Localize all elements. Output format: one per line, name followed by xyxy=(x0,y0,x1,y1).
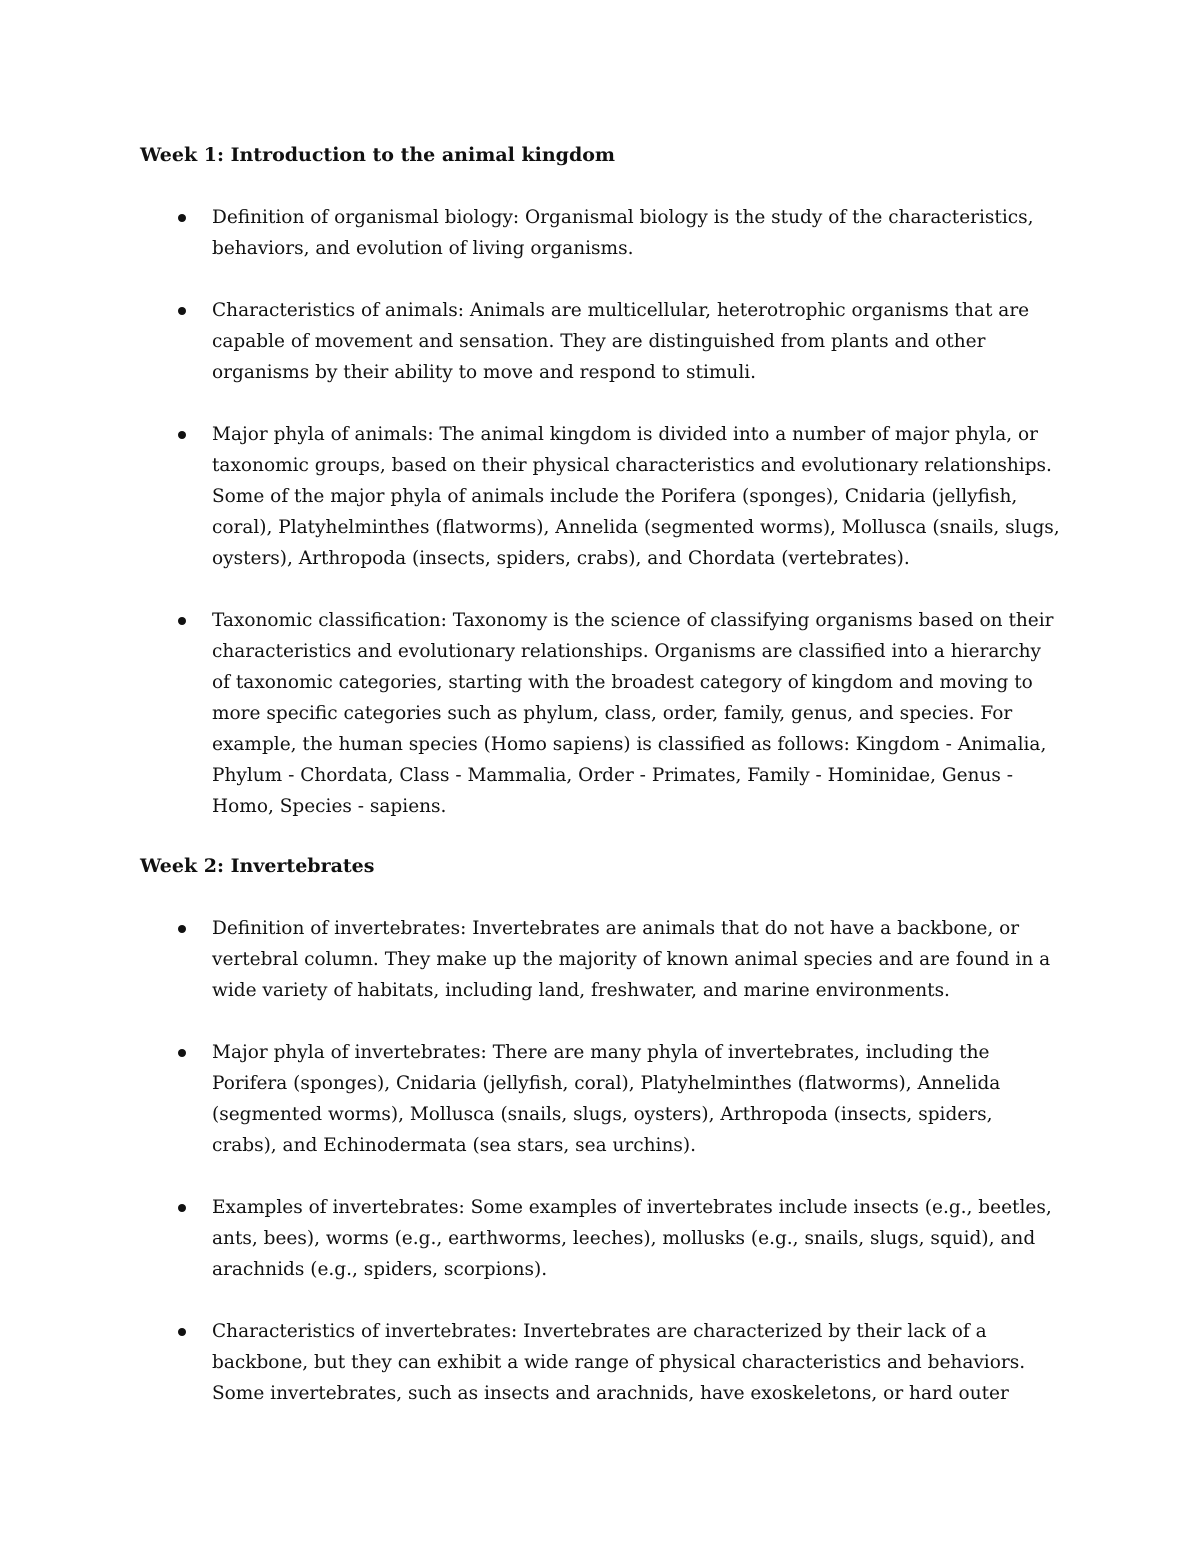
section-week-2 xyxy=(140,851,1060,1409)
list-item-text: Examples of invertebrates: Some examples of invertebrates include insects (e.g., beetles, ants, bees), worms (e.g., earthworms, leeches), mollusks (e.g., snails, slugs, squid), and arachnids (e.g., spiders, scorpions). xyxy=(212,1197,1052,1280)
list-item xyxy=(212,202,1060,264)
list-item-text: Major phyla of invertebrates: There are many phyla of invertebrates, including the Porifera (sponges), Cnidaria (jellyfish, coral), Platyhelminthes (flatworms), Annelida (segmented worms), Mollusca (snails, slugs, oysters), Arthropoda (insects, spiders, crabs), and Echinodermata (sea stars, sea urchins). xyxy=(212,1042,1001,1156)
list-item-text: Characteristics of invertebrates: Invertebrates are characterized by their lack of a backbone, but they can exhibit a wide range of physical characteristics and behaviors. Some invertebrates, such as insects and arachnids, have exoskeletons, or hard outer xyxy=(212,1321,1026,1404)
list-item-text: Taxonomic classification: Taxonomy is the science of classifying organisms based on their characteristics and evolutionary relationships. Organisms are classified into a hierarchy of taxonomic categories, starting with the broadest category of kingdom and moving to more specific categories such as phylum, class, order, family, genus, and species. For example, the human species (Homo sapiens) is classified as follows: Kingdom - Animalia, Phylum - Chordata, Class - Mammalia, Order - Primates, Family - Hominidae, Genus - Homo, Species - sapiens. xyxy=(212,610,1054,817)
list-item-text: Characteristics of animals: Animals are multicellular, heterotrophic organisms that are capable of movement and sensation. They are distinguished from plants and other organisms by their ability to move and respond to stimuli. xyxy=(212,300,1030,383)
bullet-icon xyxy=(178,925,186,933)
bullet-icon xyxy=(178,1049,186,1057)
list-item-text: Definition of organismal biology: Organismal biology is the study of the characteristics, behaviors, and evolution of living organisms. xyxy=(212,207,1034,259)
bullet-icon xyxy=(178,1328,186,1336)
bullet-icon xyxy=(178,617,186,625)
list-item xyxy=(212,1192,1060,1285)
bullet-list xyxy=(140,913,1060,1409)
bullet-icon xyxy=(178,214,186,222)
list-item xyxy=(212,605,1060,822)
list-item xyxy=(212,1037,1060,1161)
list-item-text: Major phyla of animals: The animal kingdom is divided into a number of major phyla, or taxonomic groups, based on their physical characteristics and evolutionary relationships. Some of the major phyla of animals include the Porifera (sponges), Cnidaria (jellyfish, coral), Platyhelminthes (flatworms), Annelida (segmented worms), Mollusca (snails, slugs, oysters), Arthropoda (insects, spiders, crabs), and Chordata (vertebrates). xyxy=(212,424,1060,569)
list-item xyxy=(212,419,1060,574)
bullet-icon xyxy=(178,307,186,315)
list-item-text: Definition of invertebrates: Invertebrates are animals that do not have a backbone, or vertebral column. They make up the majority of known animal species and are found in a wide variety of habitats, including land, freshwater, and marine environments. xyxy=(212,918,1051,1001)
bullet-icon xyxy=(178,431,186,439)
list-item xyxy=(212,1316,1060,1409)
section-heading: Week 1: Introduction to the animal kingdom xyxy=(140,144,616,166)
section-week-1 xyxy=(140,140,1060,822)
list-item xyxy=(212,295,1060,388)
bullet-list xyxy=(140,202,1060,822)
section-heading: Week 2: Invertebrates xyxy=(140,855,375,877)
bullet-icon xyxy=(178,1204,186,1212)
list-item xyxy=(212,913,1060,1006)
